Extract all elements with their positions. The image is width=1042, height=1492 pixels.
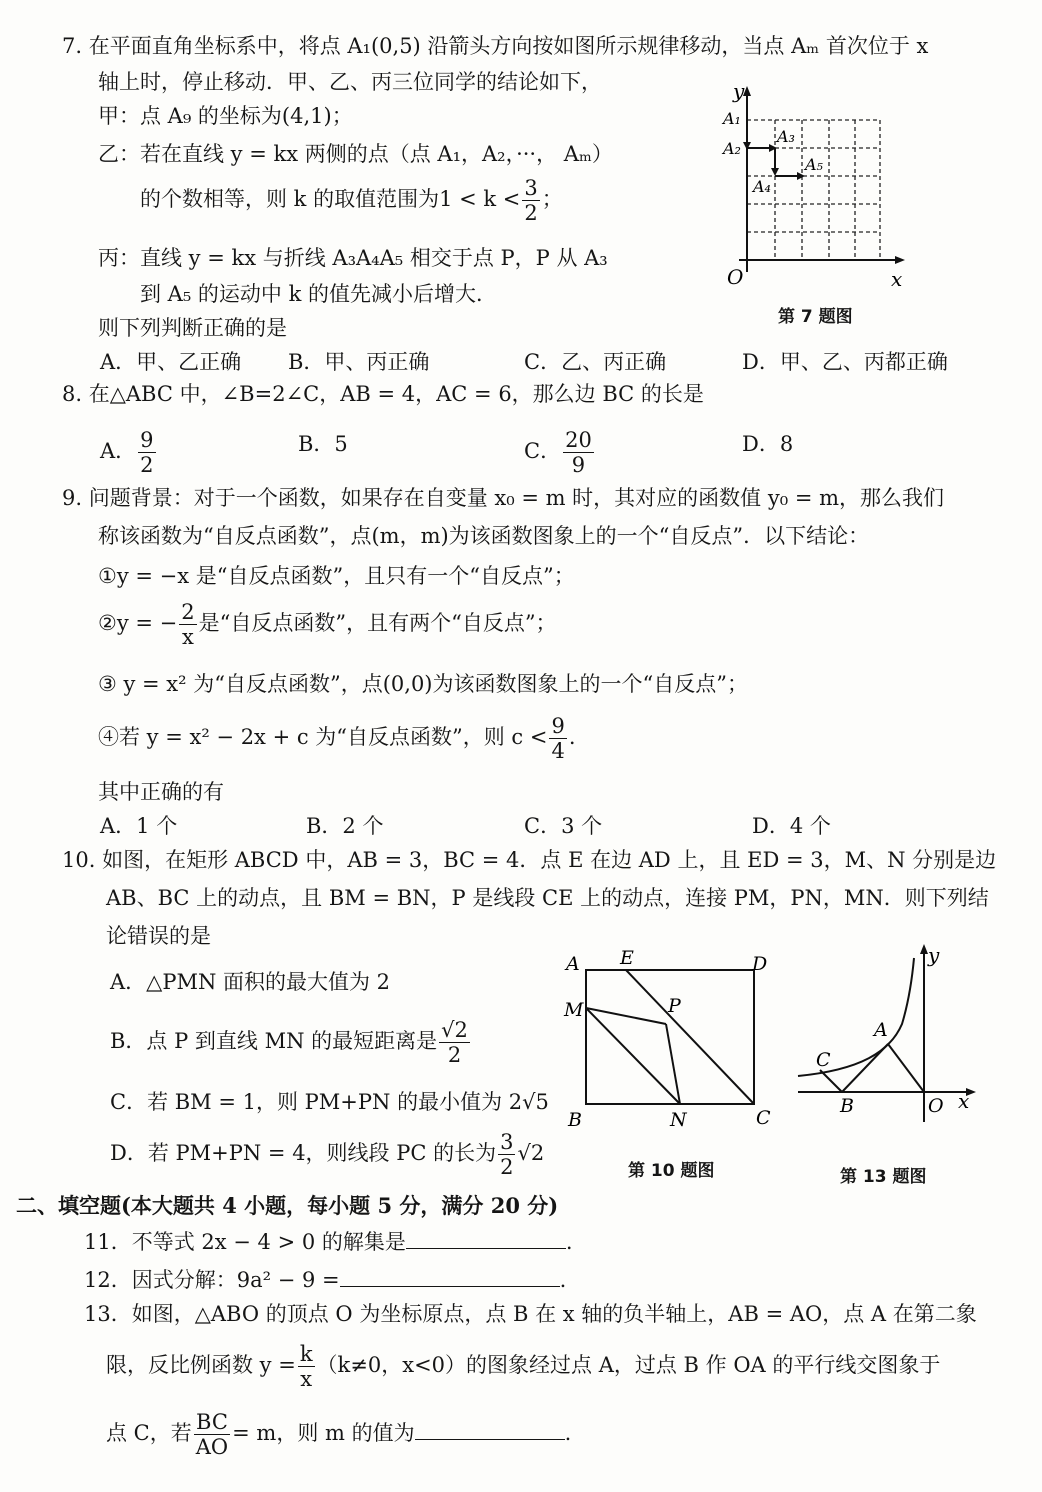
q9-statement-4: [98, 714, 576, 763]
option-letter: A．: [100, 439, 137, 463]
statement-text: ④若 y = x² − 2x + c 为“自反点函数”，则 c <: [98, 725, 548, 749]
point-p-label: P: [668, 995, 681, 1017]
numerator: √2: [441, 1018, 468, 1042]
x-axis-label: x: [891, 267, 903, 288]
q10-line-1: 10. 如图，在矩形 ABCD 中，AB = 3，BC = 4．点 E 在边 AD 上，且 ED = 3，M、N 分别是边: [62, 848, 997, 872]
q7-line-2: 轴上时，停止移动．甲、乙、丙三位同学的结论如下，: [98, 70, 602, 94]
q8-option-b: B．5: [298, 432, 348, 456]
q9-option-c: C．3 个: [524, 814, 603, 838]
option-letter: C．: [524, 439, 562, 463]
q11-answer-blank[interactable]: [406, 1228, 566, 1249]
denominator: 2: [500, 1155, 514, 1179]
q10-figure-caption: 第 10 题图: [628, 1161, 715, 1181]
q11-tail: .: [565, 1230, 573, 1254]
option-text: D．若 PM+PN = 4，则线段 PC 的长为: [110, 1141, 497, 1165]
q12-text: 12．因式分解：9a² − 9 =: [84, 1268, 340, 1292]
point-a2-label: A₂: [723, 139, 741, 158]
q7-option-b: B．甲、丙正确: [288, 350, 430, 374]
denominator: x: [182, 625, 194, 649]
q12-tail: .: [559, 1268, 567, 1292]
q7-option-d: D．甲、乙、丙都正确: [742, 350, 948, 374]
point-m-label: M: [564, 999, 584, 1021]
option-tail: √2: [517, 1141, 545, 1165]
q8-option-c: [524, 428, 596, 477]
q7-figure-caption: 第 7 题图: [778, 307, 853, 327]
point-a4-label: A₄: [753, 177, 771, 196]
q7-yi-text: 的个数相等，则 k 的取值范围为1 < k <: [140, 187, 521, 211]
denominator: 9: [571, 453, 586, 477]
q13-answer-blank[interactable]: [415, 1419, 565, 1440]
fraction: [194, 1410, 230, 1459]
denominator: x: [300, 1367, 313, 1391]
q9-option-b: B．2 个: [306, 814, 384, 838]
point-e-label: E: [620, 947, 634, 969]
q13-line-1: 13．如图，△ABO 的顶点 O 为坐标原点，点 B 在 x 轴的负半轴上，AB = AO，点 A 在第二象: [84, 1302, 977, 1326]
q13-text-mid: = m，则 m 的值为: [232, 1421, 415, 1445]
q8-option-a: [100, 428, 158, 477]
vertex-a-label: A: [566, 953, 580, 975]
q10-option-d: [110, 1130, 544, 1179]
point-a1-label: A₁: [723, 109, 741, 128]
q9-option-a: A．1 个: [100, 814, 178, 838]
numerator: 9: [140, 428, 154, 452]
q10-option-c: C．若 BM = 1，则 PM+PN 的最小值为 2√5: [110, 1090, 549, 1114]
q7-statement-bing-1: 丙：直线 y = kx 与折线 A₃A₄A₅ 相交于点 P，P 从 A₃: [98, 246, 608, 270]
q13-text: 限，反比例函数 y =: [106, 1353, 296, 1377]
q8-stem: 8. 在△ABC 中，∠B=2∠C，AB = 4，AC = 6，那么边 BC 的长是: [62, 382, 704, 406]
fraction: [563, 428, 594, 477]
fraction: [549, 714, 566, 763]
q13-tail: .: [564, 1421, 572, 1445]
point-c-label: C: [816, 1049, 831, 1071]
q9-statement-2: [98, 600, 557, 649]
q7-figure: [715, 78, 925, 288]
vertex-c-label: C: [756, 1107, 771, 1129]
vertex-d-label: D: [752, 953, 768, 975]
numerator: 9: [551, 714, 565, 738]
fraction: [522, 176, 539, 225]
q7-option-c: C．乙、丙正确: [524, 350, 667, 374]
q13-text: 点 C，若: [106, 1421, 192, 1445]
q7-statement-jia: 甲：点 A₉ 的坐标为(4,1)；: [98, 104, 353, 128]
point-b-label: B: [840, 1095, 854, 1117]
q9-line-2: 称该函数为“自反点函数”，点(m，m)为该函数图象上的一个“自反点”．以下结论：: [98, 524, 870, 548]
q7-statement-yi-1: 乙：若在直线 y = kx 两侧的点（点 A₁，A₂，···， Aₘ）: [98, 142, 613, 166]
denominator: AO: [195, 1435, 229, 1459]
q13-figure: [790, 940, 990, 1126]
q13-line-2: [106, 1342, 940, 1391]
denominator: 2: [140, 453, 154, 477]
numerator: k: [299, 1342, 313, 1366]
q9-question: 其中正确的有: [98, 780, 224, 804]
statement-tail: 是“自反点函数”，且有两个“自反点”；: [198, 611, 557, 635]
q10-line-2: AB、BC 上的动点，且 BM = BN，P 是线段 CE 上的动点，连接 PM，PN，MN．则下列结: [106, 886, 989, 910]
section-2-heading: 二、填空题(本大题共 4 小题，每小题 5 分，满分 20 分): [16, 1193, 559, 1218]
q9-statement-3: ③ y = x² 为“自反点函数”，点(0,0)为该函数图象上的一个“自反点”；: [98, 672, 748, 696]
x-axis-label: x: [958, 1089, 970, 1113]
point-a3-label: A₃: [777, 127, 795, 146]
vertex-b-label: B: [568, 1109, 582, 1131]
denominator: 4: [551, 739, 565, 763]
fraction: [298, 1342, 315, 1391]
q11: [84, 1228, 573, 1256]
q7-option-a: A．甲、乙正确: [100, 350, 242, 374]
fraction: [179, 600, 196, 649]
q12-answer-blank[interactable]: [340, 1266, 560, 1287]
y-axis-label: y: [928, 943, 940, 967]
origin-label: O: [727, 265, 744, 288]
q13-text-tail: （k≠0，x<0）的图象经过点 A，过点 B 作 OA 的平行线交图象于: [316, 1353, 941, 1377]
q7-statement-bing-2: 到 A₅ 的运动中 k 的值先减小后增大．: [140, 282, 498, 306]
statement-text: ②y = −: [98, 611, 178, 635]
numerator: BC: [194, 1410, 230, 1435]
q8-option-d: D．8: [742, 432, 794, 456]
statement-tail: .: [568, 725, 576, 749]
denominator: 2: [524, 201, 538, 225]
origin-label: O: [928, 1095, 944, 1117]
q11-text: 11．不等式 2x − 4 > 0 的解集是: [84, 1230, 406, 1254]
y-axis-label: y: [733, 79, 745, 103]
q13-line-3: [106, 1410, 571, 1459]
denominator: 2: [447, 1043, 462, 1067]
q10-option-a: A．△PMN 面积的最大值为 2: [110, 970, 391, 994]
point-a-label: A: [874, 1019, 888, 1041]
option-text: B．点 P 到直线 MN 的最短距离是: [110, 1029, 438, 1053]
q12: [84, 1266, 566, 1294]
q7-statement-yi-2: [140, 176, 563, 225]
point-a5-label: A₅: [805, 155, 823, 174]
numerator: 3: [524, 176, 538, 200]
q13-figure-caption: 第 13 题图: [840, 1167, 927, 1187]
numerator: 20: [565, 428, 592, 452]
q9-option-d: D．4 个: [752, 814, 831, 838]
q7-line-1: 7. 在平面直角坐标系中，将点 A₁(0,5) 沿箭头方向按如图所示规律移动，当点 Aₘ 首次位于 x: [62, 34, 929, 58]
q7-yi-tail: ；: [541, 187, 563, 211]
q10-option-b: [110, 1018, 472, 1067]
q9-line-1: 9. 问题背景：对于一个函数，如果存在自变量 x₀ = m 时，其对应的函数值 y₀ = m，那么我们: [62, 486, 944, 510]
point-n-label: N: [670, 1109, 687, 1131]
q9-statement-1: ①y = −x 是“自反点函数”，且只有一个“自反点”；: [98, 564, 575, 588]
q10-line-3: 论错误的是: [106, 924, 211, 948]
fraction: [138, 428, 155, 477]
numerator: 2: [181, 600, 195, 624]
fraction: [498, 1130, 515, 1179]
q10-figure: [558, 946, 778, 1132]
numerator: 3: [500, 1130, 514, 1154]
fraction: [439, 1018, 470, 1067]
q7-question: 则下列判断正确的是: [98, 316, 287, 340]
